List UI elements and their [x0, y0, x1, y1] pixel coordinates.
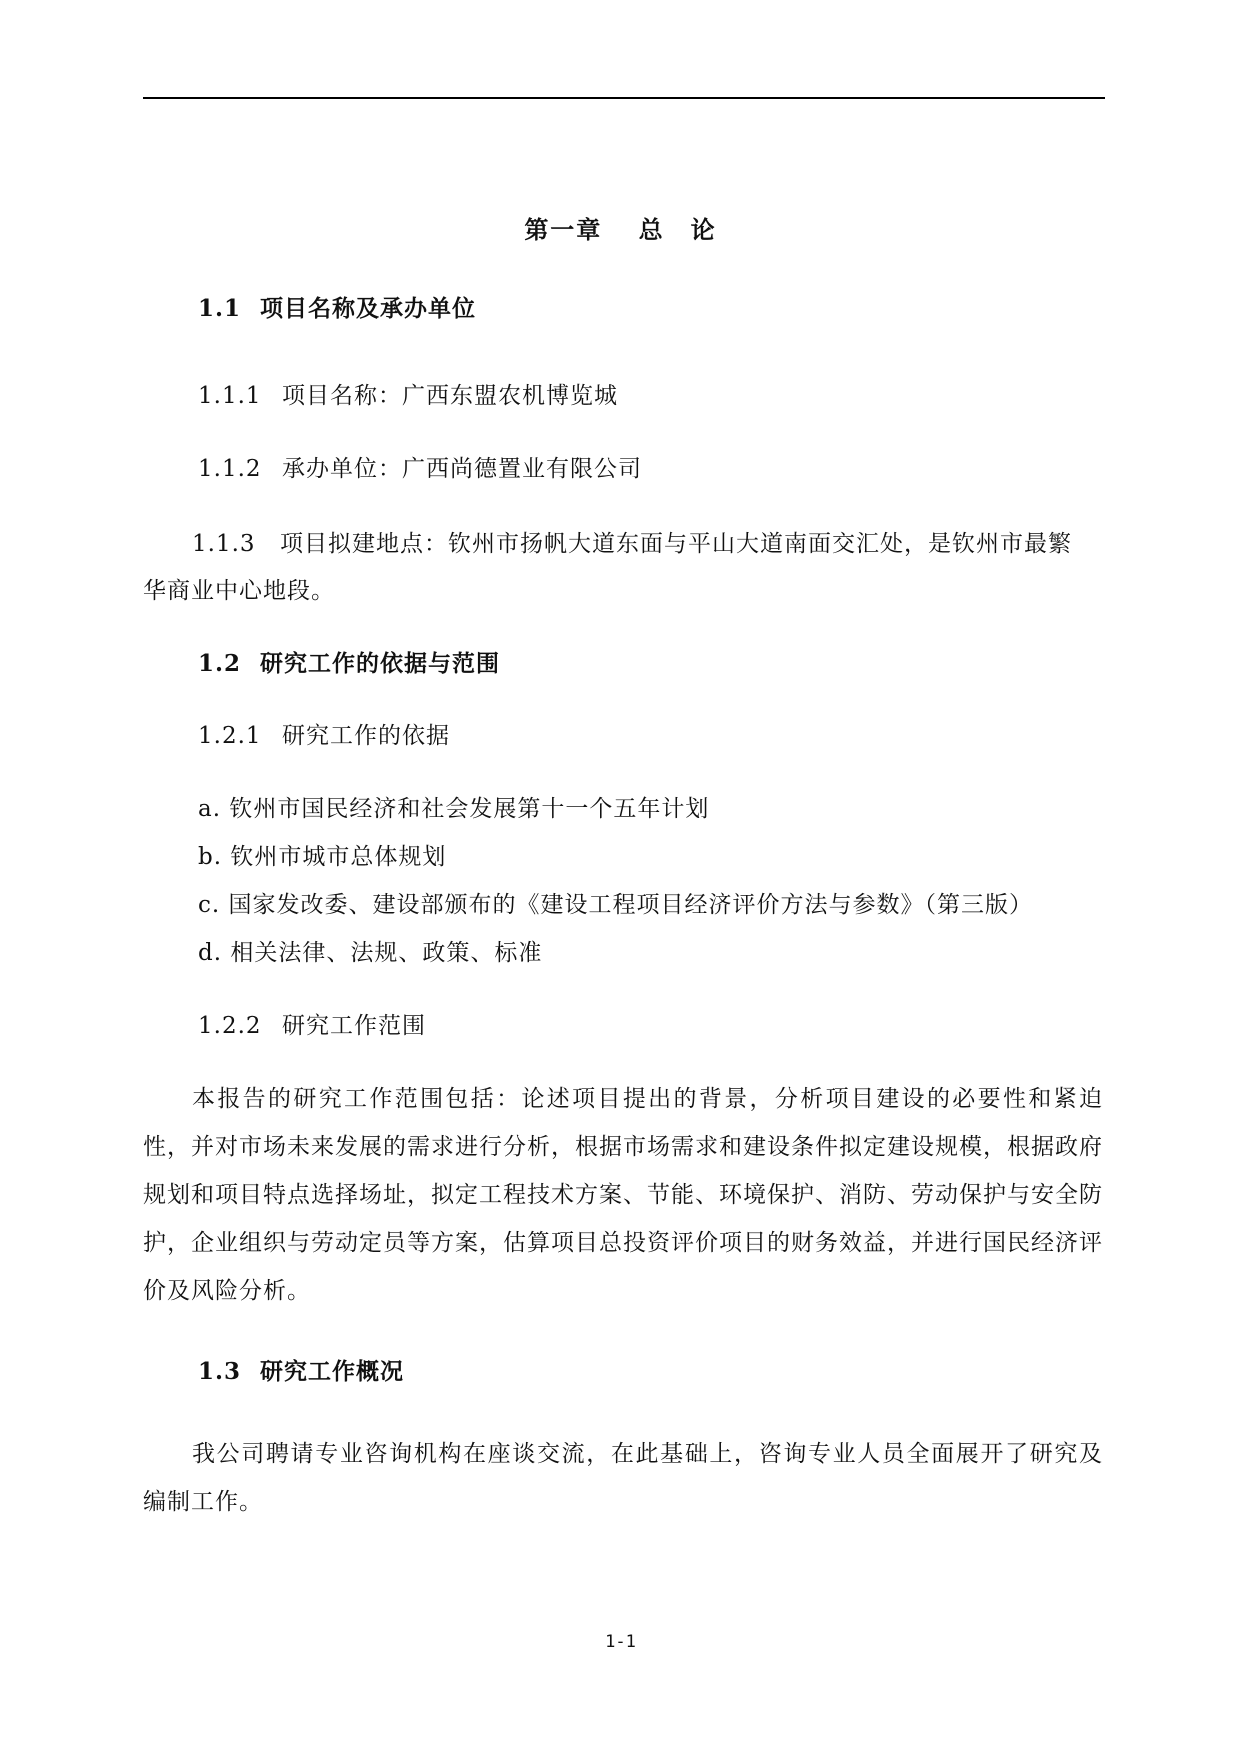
section-title: 项目名称及承办单位 — [260, 295, 476, 322]
section-1-1-heading — [198, 295, 476, 323]
item-1-2-2 — [198, 1012, 426, 1040]
basis-item-d: d. 相关法律、法规、政策、标准 — [198, 940, 543, 966]
page-number: 1-1 — [605, 1632, 636, 1652]
item-number: 1.2.2 — [198, 1013, 262, 1039]
item-1-1-1 — [198, 382, 618, 410]
item-number: 1.1.3 — [192, 531, 256, 557]
item-text: 承办单位：广西尚德置业有限公司 — [282, 456, 642, 482]
basis-item-c: c. 国家发改委、建设部颁布的《建设工程项目经济评价方法与参数》（第三版） — [198, 892, 1034, 918]
overview-paragraph: 我公司聘请专业咨询机构在座谈交流，在此基础上，咨询专业人员全面展开了研究及编制工作。 — [143, 1441, 1103, 1515]
item-1-1-3-line2: 华商业中心地段。 — [143, 578, 335, 604]
item-number: 1.1.2 — [198, 456, 262, 482]
item-text: 项目名称：广西东盟农机博览城 — [282, 383, 618, 409]
item-1-1-3-line1 — [192, 530, 1072, 558]
section-1-2-heading — [198, 650, 500, 678]
section-number: 1.1 — [198, 295, 242, 322]
chapter-title: 第一章 总 论 — [524, 215, 717, 244]
basis-item-a: a. 钦州市国民经济和社会发展第十一个五年计划 — [198, 796, 710, 822]
section-number: 1.3 — [198, 1358, 242, 1385]
section-number: 1.2 — [198, 650, 242, 677]
header-rule — [143, 97, 1105, 99]
scope-paragraph: 本报告的研究工作范围包括：论述项目提出的背景，分析项目建设的必要性和紧迫性，并对市场未来发展的需求进行分析，根据市场需求和建设条件拟定建设规模，根据政府规划和项目特点选择场址，拟定工程技术方案、节能、环境保护、消防、劳动保护与安全防护，企业组织与劳动定员等方案，估算项目总投资评价项目的财务效益，并进行国民经济评价及风险分析。 — [143, 1086, 1103, 1304]
section-title: 研究工作概况 — [260, 1358, 404, 1385]
item-number: 1.1.1 — [198, 383, 262, 409]
basis-item-b: b. 钦州市城市总体规划 — [198, 844, 447, 870]
section-1-3-heading — [198, 1358, 404, 1386]
item-text: 研究工作范围 — [282, 1013, 426, 1039]
item-1-1-2 — [198, 455, 642, 483]
item-text: 项目拟建地点：钦州市扬帆大道东面与平山大道南面交汇处，是钦州市最繁 — [280, 531, 1072, 557]
item-number: 1.2.1 — [198, 723, 262, 749]
item-text: 研究工作的依据 — [282, 723, 450, 749]
item-1-2-1 — [198, 722, 450, 750]
section-title: 研究工作的依据与范围 — [260, 650, 500, 677]
